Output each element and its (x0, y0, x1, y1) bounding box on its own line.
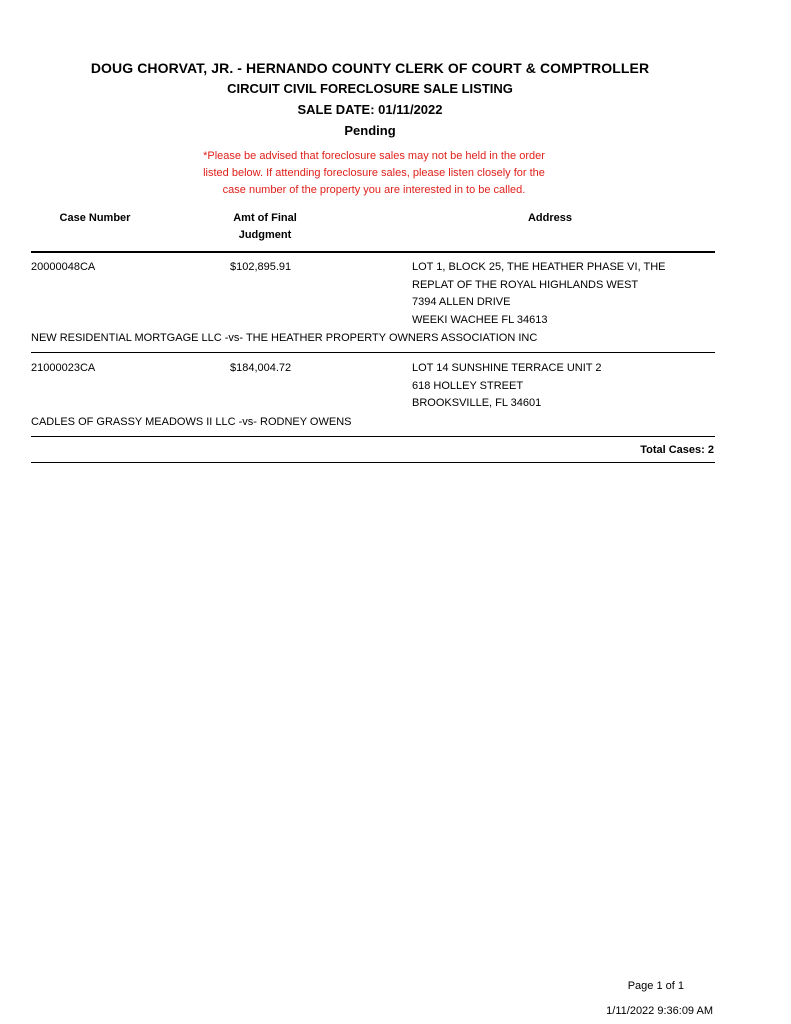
notice-line: *Please be advised that foreclosure sales may not be held in the order (203, 150, 545, 162)
report-subtitle: CIRCUIT CIVIL FORECLOSURE SALE LISTING (227, 81, 513, 96)
address-line: LOT 14 SUNSHINE TERRACE UNIT 2 (412, 362, 602, 374)
total-cases: Total Cases: 2 (640, 444, 714, 456)
case-number: 20000048CA (31, 261, 96, 273)
address-line: REPLAT OF THE ROYAL HIGHLANDS WEST (412, 278, 639, 291)
property-address (412, 360, 602, 413)
row-divider (31, 352, 715, 353)
print-timestamp: 1/11/2022 9:36:09 AM (606, 1005, 713, 1017)
address-line: LOT 1, BLOCK 25, THE HEATHER PHASE VI, THE (412, 261, 666, 273)
case-parties: CADLES OF GRASSY MEADOWS II LLC -vs- RODNEY OWENS (31, 416, 352, 428)
address-line: 7394 ALLEN DRIVE (412, 296, 511, 308)
address-line: 618 HOLLEY STREET (412, 379, 524, 392)
case-number: 21000023CA (31, 362, 96, 374)
judgment-amount: $102,895.91 (230, 261, 292, 273)
report-title: DOUG CHORVAT, JR. - HERNANDO COUNTY CLERK OF COURT & COMPTROLLER (90, 60, 650, 76)
column-header-address: Address (527, 212, 573, 224)
sale-status: Pending (344, 123, 396, 138)
page-number: Page 1 of 1 (627, 980, 684, 992)
row-divider (31, 436, 715, 437)
case-parties: NEW RESIDENTIAL MORTGAGE LLC -vs- THE HEATHER PROPERTY OWNERS ASSOCIATION INC (31, 332, 538, 344)
summary-divider (31, 462, 715, 463)
column-header-amount-line2: Judgment (238, 229, 292, 241)
address-line: WEEKI WACHEE FL 34613 (412, 313, 548, 326)
sale-date: SALE DATE: 01/11/2022 (297, 102, 443, 117)
property-address (412, 259, 666, 329)
header-divider (31, 251, 715, 253)
column-header-case-number: Case Number (59, 212, 131, 224)
judgment-amount: $184,004.72 (230, 362, 292, 374)
notice-line: listed below. If attending foreclosure sales, please listen closely for the (203, 167, 545, 179)
column-header-amount-line1: Amt of Final (233, 212, 297, 224)
column-header-amount (215, 210, 315, 244)
sale-order-notice (170, 148, 578, 199)
address-line: BROOKSVILLE, FL 34601 (412, 397, 542, 409)
notice-line: case number of the property you are interested in to be called. (222, 184, 526, 196)
